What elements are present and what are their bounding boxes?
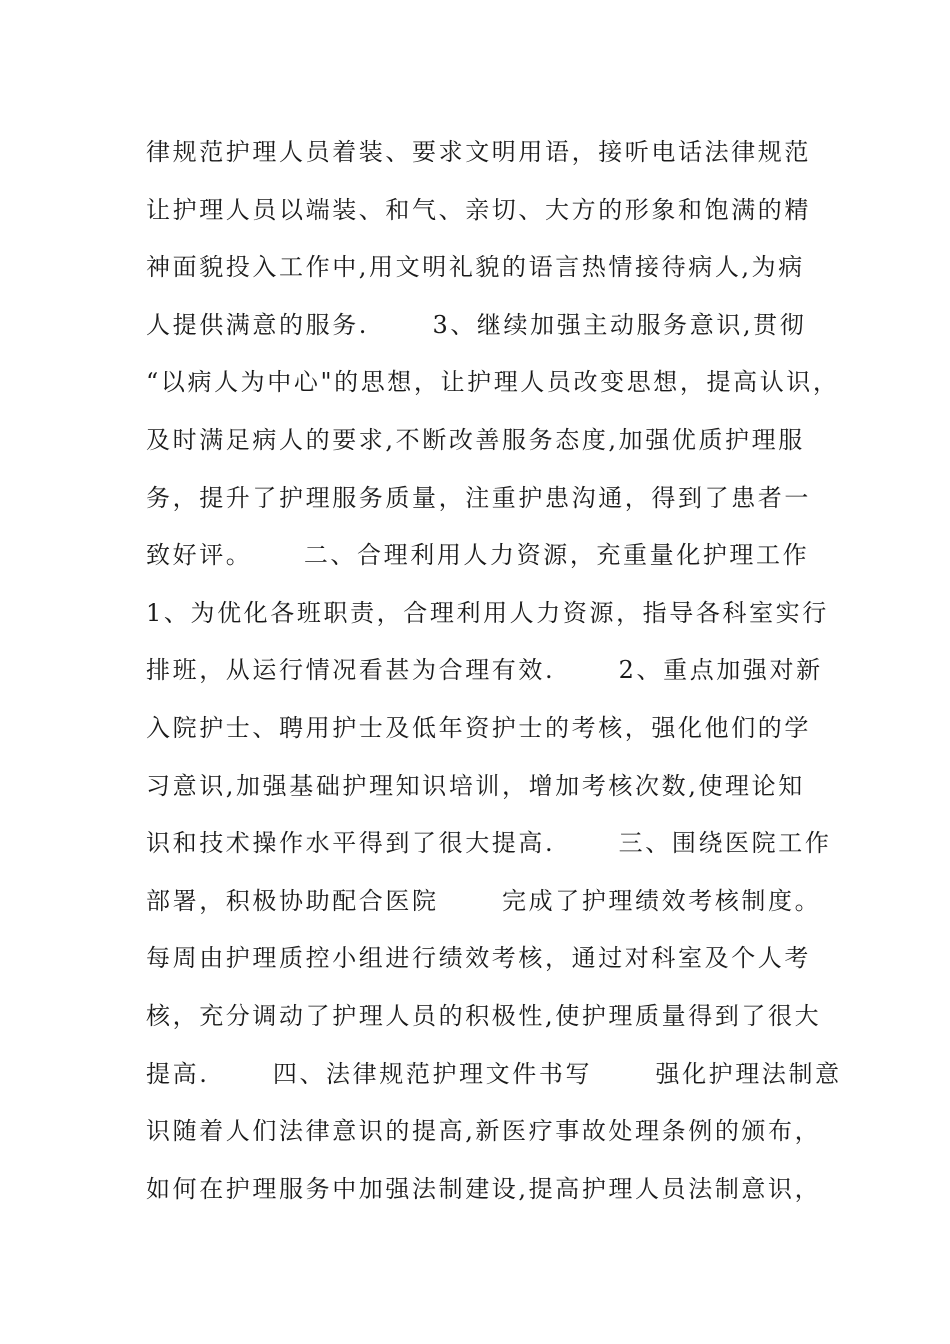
text-line: 让护理人员以端装、和气、亲切、大方的形象和饱满的精 — [146, 195, 811, 224]
text-line: 入院护士、聘用护士及低年资护士的考核，强化他们的学 — [146, 713, 811, 742]
text-line: 核，充分调动了护理人员的积极性,使护理质量得到了很大 — [146, 1001, 822, 1030]
text-line: 排班，从运行情况看甚为合理有效. 2、重点加强对新 — [146, 656, 823, 685]
body-text — [146, 130, 842, 1224]
text-line: 习意识,加强基础护理知识培训，增加考核次数,使理论知 — [146, 771, 805, 800]
text-line: 务，提升了护理服务质量，注重护患沟通，得到了患者一 — [146, 483, 811, 512]
text-line: 及时满足病人的要求,不断改善服务态度,加强优质护理服 — [146, 425, 805, 454]
text-line: 如何在护理服务中加强法制建设,提高护理人员法制意识， — [146, 1174, 822, 1203]
text-line: 神面貌投入工作中,用文明礼貌的语言热情接待病人,为病 — [146, 253, 805, 282]
text-line: 部署，积极协助配合医院 完成了护理绩效考核制度。 — [146, 886, 822, 915]
text-line: 律规范护理人员着装、要求文明用语，接听电话法律规范 — [146, 138, 811, 166]
text-line: 识和技术操作水平得到了很大提高. 三、围绕医院工作 — [146, 829, 832, 858]
text-line: 人提供满意的服务. 3、继续加强主动服务意识,贯彻 — [146, 310, 807, 339]
text-line: 1、为优化各班职责，合理利用人力资源，指导各科室实行 — [146, 598, 829, 627]
text-line: 致好评。 二、合理利用人力资源，充重量化护理工作 — [146, 541, 810, 570]
text-line: “以病人为中心"的思想，让护理人员改变思想，提高认识， — [146, 368, 840, 397]
text-line: 识随着人们法律意识的提高,新医疗事故处理条例的颁布， — [146, 1117, 822, 1146]
text-line: 每周由护理质控小组进行绩效考核，通过对科室及个人考 — [146, 944, 811, 973]
text-line: 提高. 四、法律规范护理文件书写 强化护理法制意 — [146, 1059, 842, 1088]
